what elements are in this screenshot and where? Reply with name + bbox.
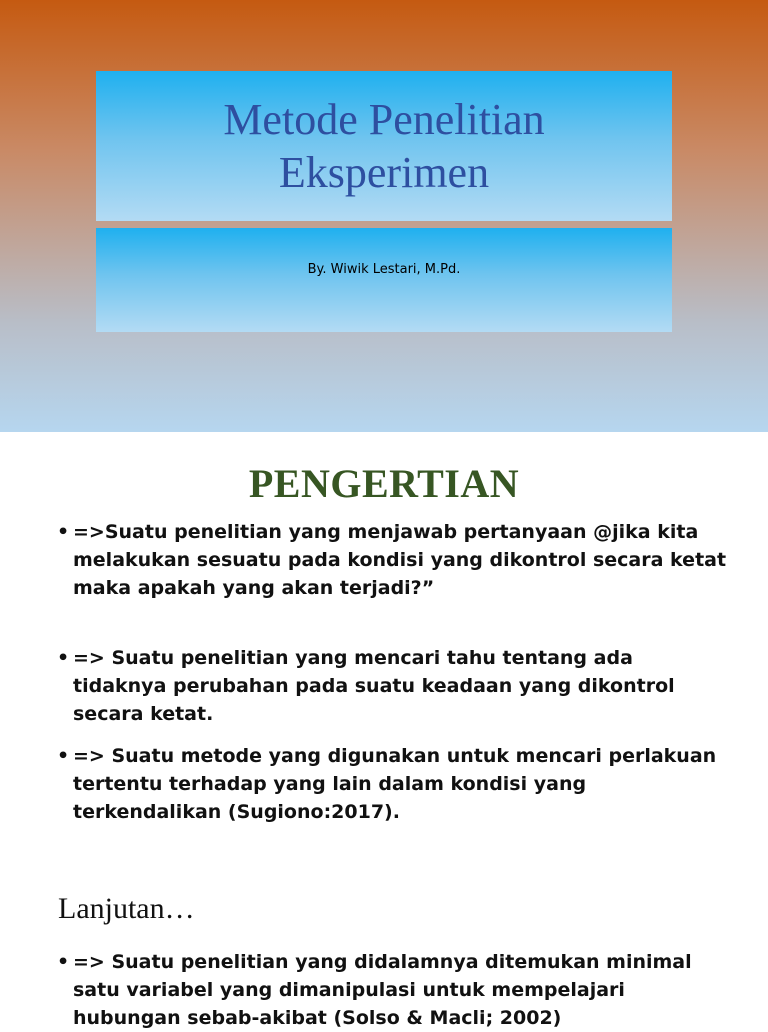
content-slide bbox=[0, 432, 768, 1029]
title-slide bbox=[0, 0, 768, 432]
bullet-item bbox=[57, 742, 732, 826]
continuation-heading: Lanjutan… bbox=[58, 892, 195, 925]
bullet-marker: • bbox=[57, 647, 70, 669]
bullet-text: =>Suatu penelitian yang menjawab pertanyaan @jika kita melakukan sesuatu pada kondisi yang dikontrol secara ketat maka apakah yang akan terjadi?” bbox=[73, 521, 727, 599]
slide-title: Metode Penelitian Eksperimen bbox=[223, 95, 545, 197]
bullet-text: => Suatu penelitian yang mencari tahu tentang ada tidaknya perubahan pada suatu keadaan yang dikontrol secara ketat. bbox=[73, 647, 675, 725]
bullet-marker: • bbox=[57, 521, 70, 543]
bullet-marker: • bbox=[57, 745, 70, 767]
bullet-marker: • bbox=[57, 951, 70, 973]
bullet-item bbox=[57, 644, 732, 728]
author-line: By. Wiwik Lestari, M.Pd. bbox=[307, 262, 461, 277]
slide-heading: PENGERTIAN bbox=[248, 461, 520, 506]
bullet-text: => Suatu metode yang digunakan untuk mencari perlakuan tertentu terhadap yang lain dalam kondisi yang terkendalikan (Sugiono:2017). bbox=[73, 745, 717, 823]
subtitle-box bbox=[96, 228, 672, 332]
bullet-item bbox=[57, 948, 732, 1032]
bullet-item bbox=[57, 518, 732, 602]
title-box bbox=[96, 71, 672, 221]
bullet-text: => Suatu penelitian yang didalamnya ditemukan minimal satu variabel yang dimanipulasi untuk mempelajari hubungan sebab-akibat (Solso & Macli; 2002) bbox=[73, 951, 692, 1029]
